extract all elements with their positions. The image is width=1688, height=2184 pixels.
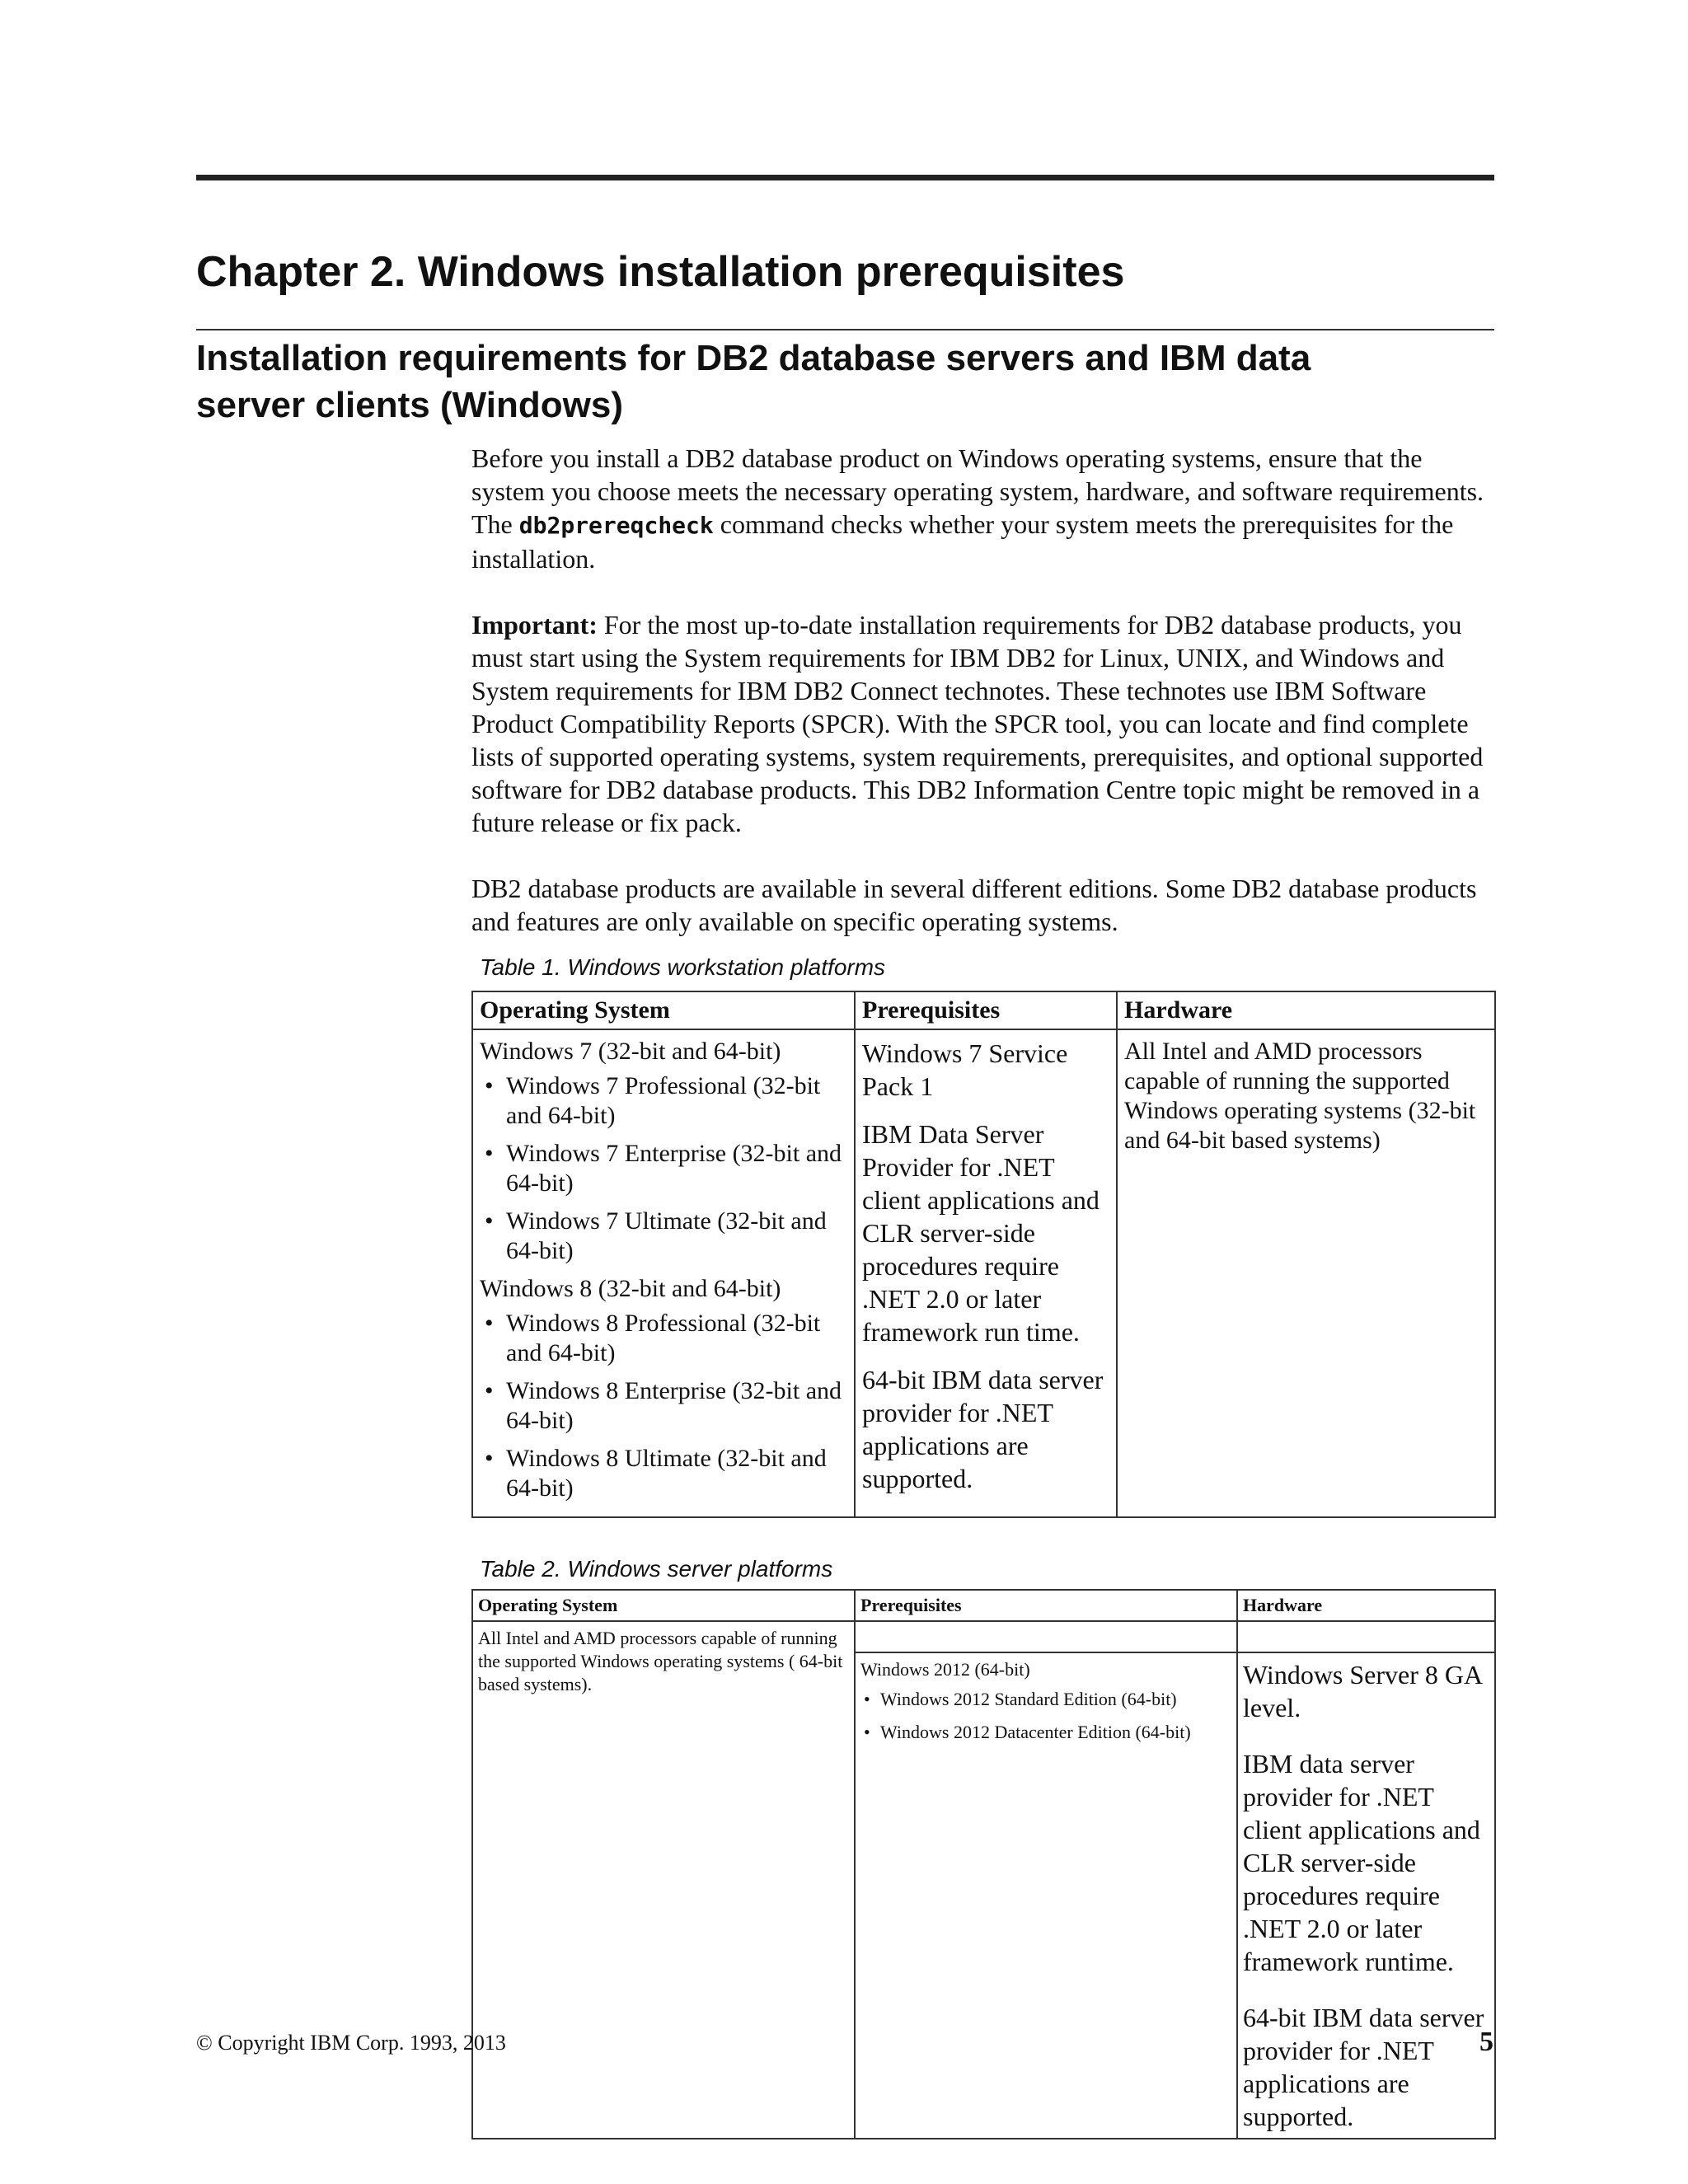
list-item: • Windows 8 Ultimate (32-bit and 64-bit) [480,1444,847,1503]
section-rule [196,329,1494,330]
hardware-paragraph: IBM data server provider for .NET client applications and CLR server-side procedures require .NET 2.0 or later framework runtime. [1243,1749,1480,1976]
os-list [480,1309,847,1503]
list-item: • Windows 8 Enterprise (32-bit and 64-bit) [480,1376,847,1436]
hardware-paragraph: 64-bit IBM data server provider for .NET applications are supported. [1243,2003,1484,2131]
table-header-cell: Hardware [1237,1590,1495,1621]
prereq-paragraph: 64-bit IBM data server provider for .NET applications are supported. [862,1365,1104,1493]
section-title [196,335,1494,429]
table-header-cell: Prerequisites [855,991,1117,1029]
table-header-cell: Hardware [1117,991,1495,1029]
important-paragraph [471,608,1494,839]
prereq-paragraph: IBM Data Server Provider for .NET client applications and CLR server-side procedures require .NET 2.0 or later framework run time. [862,1119,1100,1347]
os-group [480,1037,847,1266]
page-number: 5 [1479,2027,1493,2057]
list-item: • Windows 2012 Datacenter Edition (64-bit) [860,1721,1231,1744]
prereq-title: Windows 2012 (64-bit) [860,1659,1030,1680]
table-cell-prerequisites [855,1652,1237,2139]
table-header-row [472,1590,1495,1621]
important-label: Important: [471,610,598,640]
hardware-paragraph: Windows Server 8 GA level. [1243,1660,1482,1722]
list-item: • Windows 8 Professional (32-bit and 64-bit) [480,1309,847,1368]
table-header-cell: Operating System [472,1590,855,1621]
top-rule [196,175,1494,180]
table-cell-prerequisites [855,1029,1117,1517]
list-item: • Windows 7 Ultimate (32-bit and 64-bit) [480,1207,847,1266]
table-cell-hardware [1237,1652,1495,2139]
table-cell-os: All Intel and AMD processors capable of running the supported Windows operating systems ( 64-bit based systems). [472,1621,855,2139]
chapter-title: Chapter 2. Windows installation prerequisites [196,248,1125,296]
body-content [471,442,1494,2139]
table1-caption: Table 1. Windows workstation platforms [480,954,886,980]
table-cell-hardware: All Intel and AMD processors capable of running the supported Windows operating systems (32-bit and 64-bit based systems) [1117,1029,1495,1517]
table-header-row [472,991,1495,1029]
os-list [480,1071,847,1266]
important-text: For the most up-to-date installation requirements for DB2 database products, you must start using the System requirements for IBM DB2 for Linux, UNIX, and Windows and System requirements for IBM DB2 Connect technotes. These technotes use IBM Software Product Compatibility Reports (SPCR). With the SPCR tool, you can locate and find complete lists of supported operating systems, system requirements, prerequisites, and optional supported software for DB2 database products. This DB2 Information Centre topic might be removed in a future release or fix pack. [471,610,1484,837]
intro-text-after: command checks whether your system meets the prerequisites for the installation. [471,509,1454,574]
section-title-line2: server clients (Windows) [196,385,623,425]
section-title-line1: Installation requirements for DB2 database servers and IBM data [196,338,1311,378]
table-cell-empty [1237,1621,1495,1652]
command-name: db2prereqcheck [518,512,714,539]
table-header-cell: Prerequisites [855,1590,1237,1621]
prereq-paragraph: Windows 7 Service Pack 1 [862,1038,1068,1101]
table-windows-workstation [471,991,1496,1518]
os-group-title: Windows 7 (32-bit and 64-bit) [480,1038,781,1065]
table-header-cell: Operating System [472,991,855,1029]
table-windows-server [471,1589,1496,2139]
list-item: • Windows 2012 Standard Edition (64-bit) [860,1688,1231,1711]
table-row [472,1621,1495,1652]
table-cell-os [472,1029,855,1517]
editions-paragraph: DB2 database products are available in several different editions. Some DB2 database products and features are only available on specific operating systems. [471,874,1477,936]
intro-text-before: Before you install a DB2 database product on Windows operating systems, ensure that the system you choose meets the necessary operating system, hardware, and software requirements. The [471,443,1484,539]
footer-copyright: © Copyright IBM Corp. 1993, 2013 [196,2031,506,2055]
prereq-list [860,1688,1231,1744]
os-group [480,1274,847,1503]
table2-caption: Table 2. Windows server platforms [480,1556,833,1582]
os-group-title: Windows 8 (32-bit and 64-bit) [480,1275,781,1302]
list-item: • Windows 7 Professional (32-bit and 64-bit) [480,1071,847,1131]
intro-paragraph [471,442,1494,575]
table-cell-empty [855,1621,1237,1652]
table-row [472,1029,1495,1517]
list-item: • Windows 7 Enterprise (32-bit and 64-bit) [480,1139,847,1198]
